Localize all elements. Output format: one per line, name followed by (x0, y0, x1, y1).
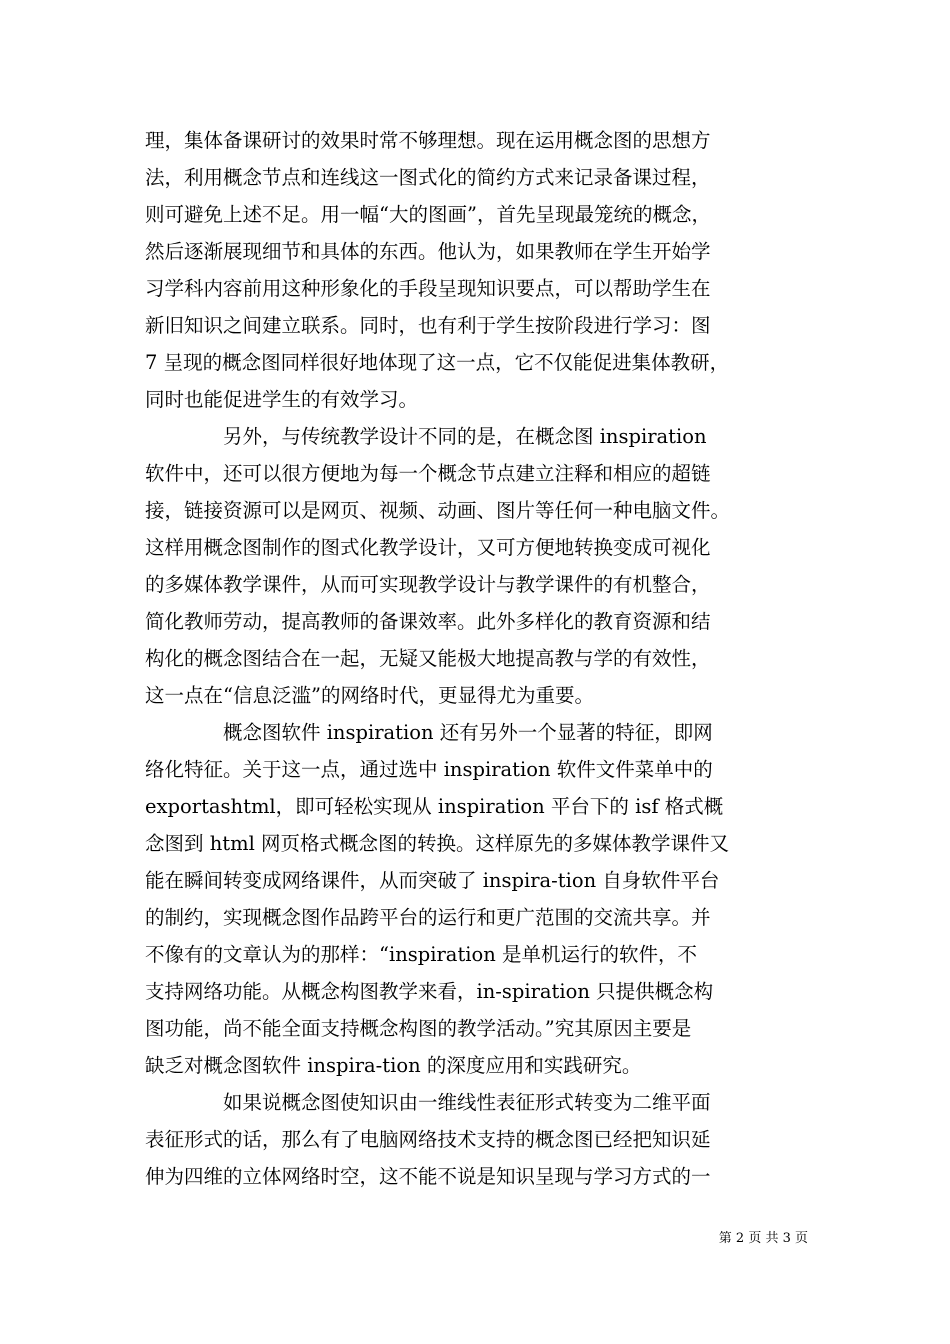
text-line: 图功能，尚不能全面支持概念构图的教学活动。”究其原因主要是 (145, 1017, 692, 1040)
document-body (145, 122, 815, 1195)
text-line: 络化特征。关于这一点，通过选中 inspiration 软件文件菜单中的 (145, 758, 713, 781)
text-line: 接，链接资源可以是网页、视频、动画、图片等任何一种电脑文件。 (145, 499, 731, 522)
text-line: 习学科内容前用这种形象化的手段呈现知识要点，可以帮助学生在 (145, 277, 711, 300)
text-line: 同时也能促进学生的有效学习。 (145, 388, 419, 411)
text-line: 这一点在“信息泛滥”的网络时代，更显得尤为重要。 (145, 684, 594, 707)
text-line: 表征形式的话，那么有了电脑网络技术支持的概念图已经把知识延 (145, 1128, 711, 1151)
text-line: 7 呈现的概念图同样很好地体现了这一点，它不仅能促进集体教研， (145, 351, 730, 374)
text-line: 这样用概念图制作的图式化教学设计，又可方便地转换变成可视化 (145, 536, 711, 559)
text-line: 伸为四维的立体网络时空，这不能不说是知识呈现与学习方式的一 (145, 1165, 711, 1188)
text-line: 另外，与传统教学设计不同的是，在概念图 inspiration (145, 425, 707, 448)
text-line: 缺乏对概念图软件 inspira-tion 的深度应用和实践研究。 (145, 1054, 642, 1077)
text-line: 构化的概念图结合在一起，无疑又能极大地提高教与学的有效性， (145, 647, 711, 670)
text-line: 支持网络功能。从概念构图教学来看，in-spiration 只提供概念构 (145, 980, 714, 1003)
text-line: exportashtml，即可轻松实现从 inspiration 平台下的 isf 格式概 (145, 795, 724, 818)
page-number: 第 2 页 共 3 页 (718, 1231, 808, 1246)
text-line: 然后逐渐展现细节和具体的东西。他认为，如果教师在学生开始学 (145, 240, 711, 263)
text-line: 的多媒体教学课件，从而可实现教学设计与教学课件的有机整合， (145, 573, 711, 596)
text-line: 新旧知识之间建立联系。同时，也有利于学生按阶段进行学习：图 (145, 314, 711, 337)
text-line: 则可避免上述不足。用一幅“大的图画”，首先呈现最笼统的概念， (145, 203, 711, 226)
text-line: 理，集体备课研讨的效果时常不够理想。现在运用概念图的思想方 (145, 129, 711, 152)
text-line: 概念图软件 inspiration 还有另外一个显著的特征，即网 (145, 721, 713, 744)
text-line: 软件中，还可以很方便地为每一个概念节点建立注释和相应的超链 (145, 462, 711, 485)
text-line: 能在瞬间转变成网络课件，从而突破了 inspira-tion 自身软件平台 (145, 869, 720, 892)
text-line: 念图到 html 网页格式概念图的转换。这样原先的多媒体教学课件又 (145, 832, 730, 855)
text-line: 不像有的文章认为的那样：“inspiration 是单机运行的软件，不 (145, 943, 698, 966)
text-line: 法，利用概念节点和连线这一图式化的简约方式来记录备课过程， (145, 166, 711, 189)
text-line: 简化教师劳动，提高教师的备课效率。此外多样化的教育资源和结 (145, 610, 711, 633)
text-line: 如果说概念图使知识由一维线性表征形式转变为二维平面 (145, 1091, 711, 1114)
text-line: 的制约，实现概念图作品跨平台的运行和更广范围的交流共享。并 (145, 906, 711, 929)
